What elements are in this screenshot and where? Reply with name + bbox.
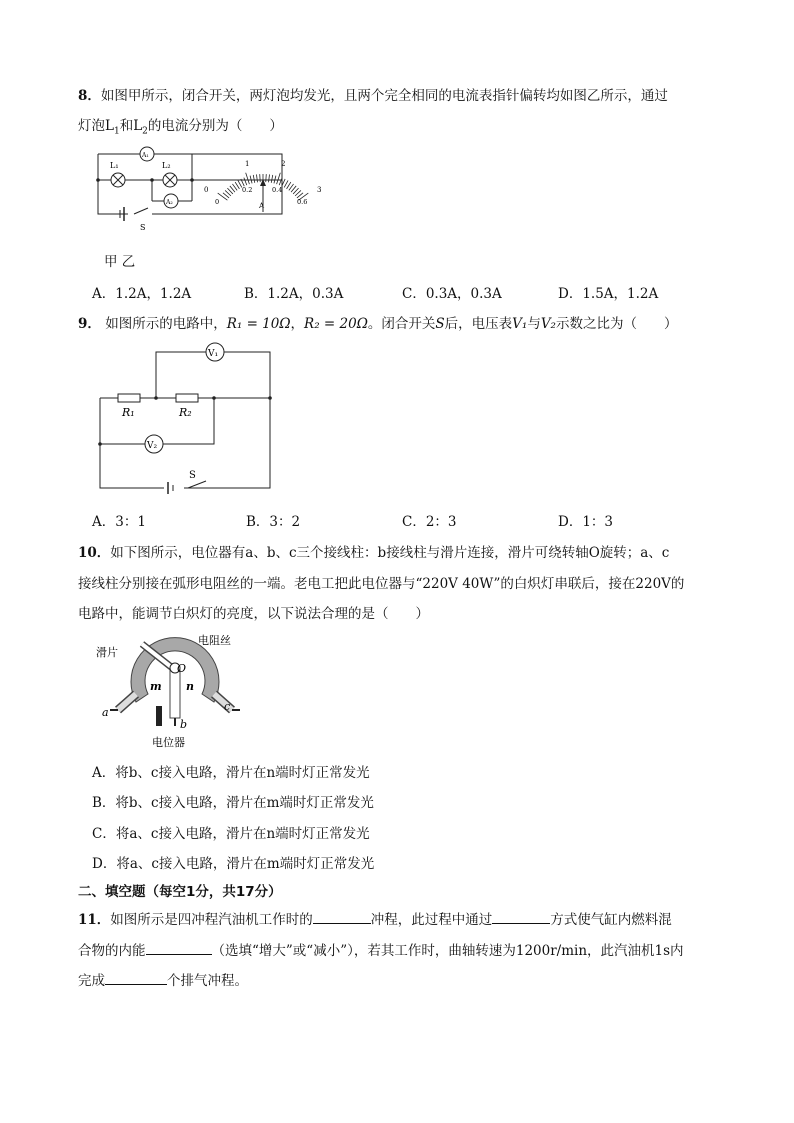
q8-number: 8． [78,88,101,104]
q10-line1 [78,541,669,561]
q11-text-1b: 冲程，此过程中通过 [370,912,493,928]
scale-tick [218,193,228,200]
label-c: c [224,700,231,713]
q9-option-c[interactable]: C．2：3 [402,514,457,530]
q11-text-2a: 合物的内能 [78,943,146,959]
label-wire: 电阻丝 [198,634,231,647]
scale-unit: A [259,202,265,210]
scale-bottom-02: 0.2 [242,186,253,194]
q11-line1 [78,908,672,928]
label-n: n [186,680,194,693]
q10-figure [96,630,246,750]
resistor-r1 [118,394,140,402]
q8-figure [92,146,332,236]
label-o: O [177,662,187,675]
scale-tick [271,175,272,183]
resistor-r2 [176,394,198,402]
label-a1: A₁ [142,152,149,159]
q10-option-c[interactable]: C．将a、c接入电路，滑片在n端时灯正常发光 [92,826,370,842]
q9-number: 9． [78,316,101,332]
label-s: S [140,223,146,232]
q8-text-2b: 和L [119,118,143,134]
label-a: a [102,706,109,719]
q8-sub2: 2 [142,126,148,137]
scale-tick [266,174,267,182]
q11-line3 [78,969,248,989]
q8-line1 [78,84,668,104]
q11-number: 11． [78,912,111,928]
label-slider: 滑片 [96,646,118,659]
label-a2: A₂ [166,199,173,206]
label-l1: L₁ [110,161,119,170]
scale-top-1: 1 [245,160,250,168]
scale-tick [246,173,250,184]
q8-line2 [78,114,283,137]
scale-tick [284,180,288,187]
lamp-l1 [111,173,125,187]
q8-sub1: 1 [113,126,120,137]
q11-line2 [78,939,684,959]
scale-outer-0: 0 [204,186,209,194]
q9-text-d: 与 [527,316,541,332]
label-r2: R₂ [179,406,192,419]
circuit-jia [98,154,282,221]
q10-line2: 接线柱分别接在弧形电阻丝的一端。老电工把此电位器与“220V 40W”的白炽灯串联后，接在220V的 [78,576,685,592]
q9-r2: R₂ = 20Ω [304,316,368,332]
q8-caption: 甲 乙 [104,254,136,270]
q9-s: S [435,316,445,332]
q8-option-b[interactable]: B．1.2A，0.3A [244,286,344,302]
label-b: b [180,718,188,731]
scale-tick [253,175,254,183]
q9-r1: R₁ = 10Ω [226,316,291,332]
q9-v1: V₁ [512,316,528,332]
scale-bottom-06: 0.6 [297,198,308,206]
q9-sep: ， [290,316,305,332]
q11-blank-1[interactable] [313,911,371,924]
scale-tick [235,182,239,189]
label-v1: V₁ [208,349,219,359]
lamp-l2 [163,173,177,187]
q9-option-d[interactable]: D．1：3 [558,514,614,530]
label-s9: S [189,470,196,481]
scale-bottom-0: 0 [215,198,220,206]
label-v2: V₂ [147,441,158,451]
q10-option-b[interactable]: B．将b、c接入电路，滑片在m端时灯正常发光 [92,795,374,811]
q9-v2: V₂ [540,316,556,332]
q10-number: 10． [78,545,111,561]
label-l2: L₂ [162,161,171,170]
q11-text-3a: 完成 [78,973,105,989]
scale-tick [277,173,281,184]
label-m: m [150,680,162,693]
q9-text-c: 后，电压表 [444,316,513,332]
slider-arm [170,670,180,718]
q9-text-a: 如图所示的电路中， [105,316,227,332]
q8-option-c[interactable]: C．0.3A，0.3A [402,286,502,302]
q10-option-a[interactable]: A．将b、c接入电路，滑片在n端时灯正常发光 [92,765,370,781]
q11-text-2b: （选填“增大”或“减小”），若其工作时，曲轴转速为1200r/min，此汽油机1s内 [211,943,684,959]
q9-figure [94,340,284,498]
scale-bottom-04: 0.4 [272,186,283,194]
q9-line1 [78,312,677,332]
label-potentiometer: 电位器 [152,736,185,749]
q8-text-1: 如图甲所示，闭合开关，两灯泡均发光，且两个完全相同的电流表指针偏转均如图乙所示，通过 [100,88,668,104]
q11-blank-2[interactable] [492,911,550,924]
scale-tick [256,174,257,182]
q8-text-2c: 的电流分别为（ ） [147,118,283,134]
scale-tick [244,178,247,185]
q11-text-1c: 方式使气缸内燃料混 [550,912,672,928]
q11-text-1a: 如图所示是四冲程汽油机工作时的 [110,912,313,928]
section-2-title: 二、填空题（每空1分，共17分） [78,884,282,900]
q8-text-2a: 灯泡L [78,118,114,134]
label-r1: R₁ [122,406,135,419]
q8-option-d[interactable]: D．1.5A，1.2A [558,286,659,302]
q10-option-d[interactable]: D．将a、c接入电路，滑片在m端时灯正常发光 [92,856,375,872]
scale-top-2: 2 [281,160,286,168]
q10-line3: 电路中，能调节白炽灯的亮度，以下说法合理的是（ ） [78,606,429,622]
q11-text-3b: 个排气冲程。 [167,973,248,989]
q11-blank-3[interactable] [146,942,212,955]
q11-blank-4[interactable] [105,972,167,985]
q10-text-1: 如下图所示，电位器有a、b、c三个接线柱：b接线柱与滑片连接，滑片可绕转轴O旋转；a、c [110,545,670,561]
scale-outer-3: 3 [317,186,322,194]
scale-tick [269,174,270,182]
q9-option-b[interactable]: B．3：2 [246,514,301,530]
q9-text-b: 。闭合开关 [367,316,436,332]
scale-tick [287,182,291,189]
q8-option-a[interactable]: A．1.2A，1.2A [92,286,192,302]
q9-option-a[interactable]: A．3：1 [92,514,146,530]
scale-tick [260,174,261,182]
q9-text-e: 示数之比为（ ） [555,316,678,332]
